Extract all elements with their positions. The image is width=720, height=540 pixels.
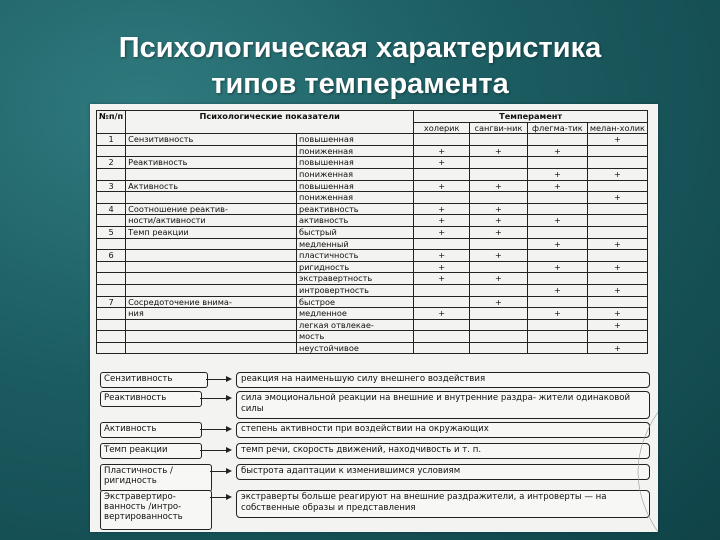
row-number xyxy=(97,192,126,204)
table-row xyxy=(97,261,648,273)
table-row xyxy=(97,308,648,320)
mark-melancholic xyxy=(587,296,647,308)
row-number xyxy=(97,284,126,296)
mark-choleric: + xyxy=(414,250,470,262)
row-indicator xyxy=(126,145,297,157)
table-row xyxy=(97,203,648,215)
row-indicator: ния xyxy=(126,308,297,320)
row-level: пониженная xyxy=(297,168,414,180)
table-row xyxy=(97,180,648,192)
mark-choleric xyxy=(414,168,470,180)
definition-text: темп речи, скорость движений, находчивость и т. п. xyxy=(236,443,650,459)
arrow-icon xyxy=(206,379,230,380)
mark-melancholic xyxy=(587,273,647,285)
row-indicator: Соотношение реактив- xyxy=(126,203,297,215)
row-level: ригидность xyxy=(297,261,414,273)
row-number: 4 xyxy=(97,203,126,215)
mark-sanguine: + xyxy=(470,296,528,308)
mark-melancholic xyxy=(587,226,647,238)
row-number xyxy=(97,273,126,285)
mark-phlegmatic xyxy=(527,250,587,262)
mark-melancholic: + xyxy=(587,192,647,204)
temperament-table xyxy=(96,110,648,354)
mark-sanguine xyxy=(470,238,528,250)
mark-melancholic: + xyxy=(587,308,647,320)
definition-term: Экстравертиро- ванность /интро- вертированность xyxy=(100,490,212,530)
title-line-1: Психологическая характеристика xyxy=(118,32,602,64)
row-level: неустойчивое xyxy=(297,342,414,354)
mark-sanguine: + xyxy=(470,250,528,262)
row-level: быстрое xyxy=(297,296,414,308)
row-number: 3 xyxy=(97,180,126,192)
mark-melancholic: + xyxy=(587,284,647,296)
mark-melancholic xyxy=(587,250,647,262)
row-number xyxy=(97,261,126,273)
row-level: мость xyxy=(297,331,414,343)
row-number: 1 xyxy=(97,134,126,146)
arrow-icon xyxy=(200,450,230,451)
table-row xyxy=(97,331,648,343)
row-number: 2 xyxy=(97,157,126,169)
mark-phlegmatic xyxy=(527,296,587,308)
definition-term: Реактивность xyxy=(100,391,202,407)
decorative-arc xyxy=(598,412,658,532)
arrow-icon xyxy=(200,429,230,430)
mark-choleric xyxy=(414,192,470,204)
mark-phlegmatic xyxy=(527,319,587,331)
mark-sanguine xyxy=(470,284,528,296)
row-number xyxy=(97,308,126,320)
definition-term: Активность xyxy=(100,422,202,438)
mark-phlegmatic: + xyxy=(527,238,587,250)
table-row xyxy=(97,238,648,250)
row-level: медленный xyxy=(297,238,414,250)
row-level: повышенная xyxy=(297,180,414,192)
row-level: пластичность xyxy=(297,250,414,262)
mark-choleric: + xyxy=(414,308,470,320)
arrow-icon xyxy=(210,471,230,472)
row-number xyxy=(97,238,126,250)
mark-choleric xyxy=(414,331,470,343)
table-row xyxy=(97,215,648,227)
table-row xyxy=(97,226,648,238)
row-indicator xyxy=(126,238,297,250)
row-indicator: Реактивность xyxy=(126,157,297,169)
mark-choleric: + xyxy=(414,215,470,227)
mark-choleric: + xyxy=(414,261,470,273)
table-row xyxy=(97,319,648,331)
row-indicator xyxy=(126,192,297,204)
table-row xyxy=(97,168,648,180)
mark-phlegmatic xyxy=(527,331,587,343)
mark-melancholic: + xyxy=(587,261,647,273)
row-level: медленное xyxy=(297,308,414,320)
mark-sanguine xyxy=(470,308,528,320)
row-number xyxy=(97,145,126,157)
table-row xyxy=(97,273,648,285)
mark-choleric xyxy=(414,342,470,354)
definition-text: быстрота адаптации к изменившимся условиям xyxy=(236,464,650,480)
definition-term: Сензитивность xyxy=(100,372,208,388)
row-level: повышенная xyxy=(297,134,414,146)
mark-melancholic xyxy=(587,203,647,215)
mark-sanguine xyxy=(470,319,528,331)
mark-melancholic xyxy=(587,145,647,157)
table-row xyxy=(97,157,648,169)
mark-sanguine xyxy=(470,342,528,354)
mark-sanguine xyxy=(470,134,528,146)
row-indicator: Активность xyxy=(126,180,297,192)
mark-phlegmatic: + xyxy=(527,284,587,296)
mark-sanguine xyxy=(470,192,528,204)
mark-sanguine xyxy=(470,331,528,343)
mark-choleric: + xyxy=(414,145,470,157)
row-level: экстравертность xyxy=(297,273,414,285)
mark-sanguine: + xyxy=(470,273,528,285)
mark-sanguine xyxy=(470,168,528,180)
row-number: 6 xyxy=(97,250,126,262)
row-indicator xyxy=(126,250,297,262)
mark-phlegmatic xyxy=(527,226,587,238)
arrow-icon xyxy=(210,497,230,498)
mark-melancholic xyxy=(587,180,647,192)
mark-sanguine: + xyxy=(470,180,528,192)
mark-melancholic xyxy=(587,157,647,169)
mark-melancholic xyxy=(587,215,647,227)
mark-phlegmatic xyxy=(527,273,587,285)
mark-choleric: + xyxy=(414,203,470,215)
scanned-document xyxy=(90,104,658,532)
row-number: 5 xyxy=(97,226,126,238)
mark-sanguine: + xyxy=(470,145,528,157)
mark-choleric xyxy=(414,238,470,250)
header-sanguine: сангви-ник xyxy=(470,122,528,134)
mark-phlegmatic: + xyxy=(527,180,587,192)
mark-choleric: + xyxy=(414,180,470,192)
row-number xyxy=(97,342,126,354)
table-row xyxy=(97,134,648,146)
definition-text: сила эмоциональной реакции на внешние и внутренние раздра- жители одинаковой силы xyxy=(236,391,650,419)
row-indicator xyxy=(126,342,297,354)
table-row xyxy=(97,296,648,308)
row-level: повышенная xyxy=(297,157,414,169)
mark-phlegmatic xyxy=(527,203,587,215)
mark-melancholic: + xyxy=(587,342,647,354)
row-level: активность xyxy=(297,215,414,227)
table-row xyxy=(97,145,648,157)
header-indicators: Психологические показатели xyxy=(126,111,414,134)
mark-phlegmatic xyxy=(527,192,587,204)
row-number xyxy=(97,331,126,343)
table-row xyxy=(97,250,648,262)
mark-sanguine xyxy=(470,261,528,273)
row-indicator xyxy=(126,261,297,273)
mark-phlegmatic: + xyxy=(527,308,587,320)
row-number xyxy=(97,215,126,227)
mark-choleric xyxy=(414,319,470,331)
row-indicator: Сензитивность xyxy=(126,134,297,146)
header-melancholic: мелан-холик xyxy=(587,122,647,134)
header-phlegmatic: флегма-тик xyxy=(527,122,587,134)
definition-term: Пластичность / ригидность xyxy=(100,464,212,492)
table-row xyxy=(97,192,648,204)
row-indicator xyxy=(126,284,297,296)
mark-phlegmatic xyxy=(527,342,587,354)
mark-sanguine: + xyxy=(470,226,528,238)
definition-text: экстраверты больше реагируют на внешние раздражители, а интроверты — на собственные образы и представления xyxy=(236,490,650,518)
row-level: быстрый xyxy=(297,226,414,238)
row-level: интровертность xyxy=(297,284,414,296)
row-level: реактивность xyxy=(297,203,414,215)
definition-text: степень активности при воздействии на окружающих xyxy=(236,422,650,438)
row-indicator: Сосредоточение внима- xyxy=(126,296,297,308)
arrow-icon xyxy=(200,398,230,399)
row-indicator xyxy=(126,273,297,285)
mark-sanguine: + xyxy=(470,203,528,215)
mark-phlegmatic: + xyxy=(527,145,587,157)
mark-melancholic: + xyxy=(587,319,647,331)
title-line-2: типов темперамента xyxy=(211,68,509,100)
table-row xyxy=(97,342,648,354)
row-indicator xyxy=(126,168,297,180)
mark-choleric xyxy=(414,284,470,296)
row-indicator xyxy=(126,319,297,331)
slide-title xyxy=(0,30,720,102)
mark-phlegmatic xyxy=(527,157,587,169)
mark-choleric: + xyxy=(414,226,470,238)
mark-choleric xyxy=(414,134,470,146)
mark-phlegmatic: + xyxy=(527,215,587,227)
row-number: 7 xyxy=(97,296,126,308)
mark-phlegmatic: + xyxy=(527,168,587,180)
definition-term: Темп реакции xyxy=(100,443,202,459)
table-row xyxy=(97,284,648,296)
mark-melancholic: + xyxy=(587,238,647,250)
row-number xyxy=(97,319,126,331)
header-temperament: Темперамент xyxy=(414,111,648,123)
mark-choleric: + xyxy=(414,273,470,285)
mark-choleric xyxy=(414,296,470,308)
mark-sanguine xyxy=(470,157,528,169)
row-level: пониженная xyxy=(297,145,414,157)
mark-phlegmatic xyxy=(527,134,587,146)
header-choleric: холерик xyxy=(414,122,470,134)
row-indicator: ности/активности xyxy=(126,215,297,227)
mark-melancholic xyxy=(587,331,647,343)
mark-sanguine: + xyxy=(470,215,528,227)
row-indicator xyxy=(126,331,297,343)
mark-choleric: + xyxy=(414,157,470,169)
mark-melancholic: + xyxy=(587,168,647,180)
mark-phlegmatic: + xyxy=(527,261,587,273)
row-number xyxy=(97,168,126,180)
mark-melancholic: + xyxy=(587,134,647,146)
definition-text: реакция на наименьшую силу внешнего воздействия xyxy=(236,372,650,388)
row-level: пониженная xyxy=(297,192,414,204)
header-num: №п/п xyxy=(97,111,126,134)
row-level: легкая отвлекае- xyxy=(297,319,414,331)
row-indicator: Темп реакции xyxy=(126,226,297,238)
